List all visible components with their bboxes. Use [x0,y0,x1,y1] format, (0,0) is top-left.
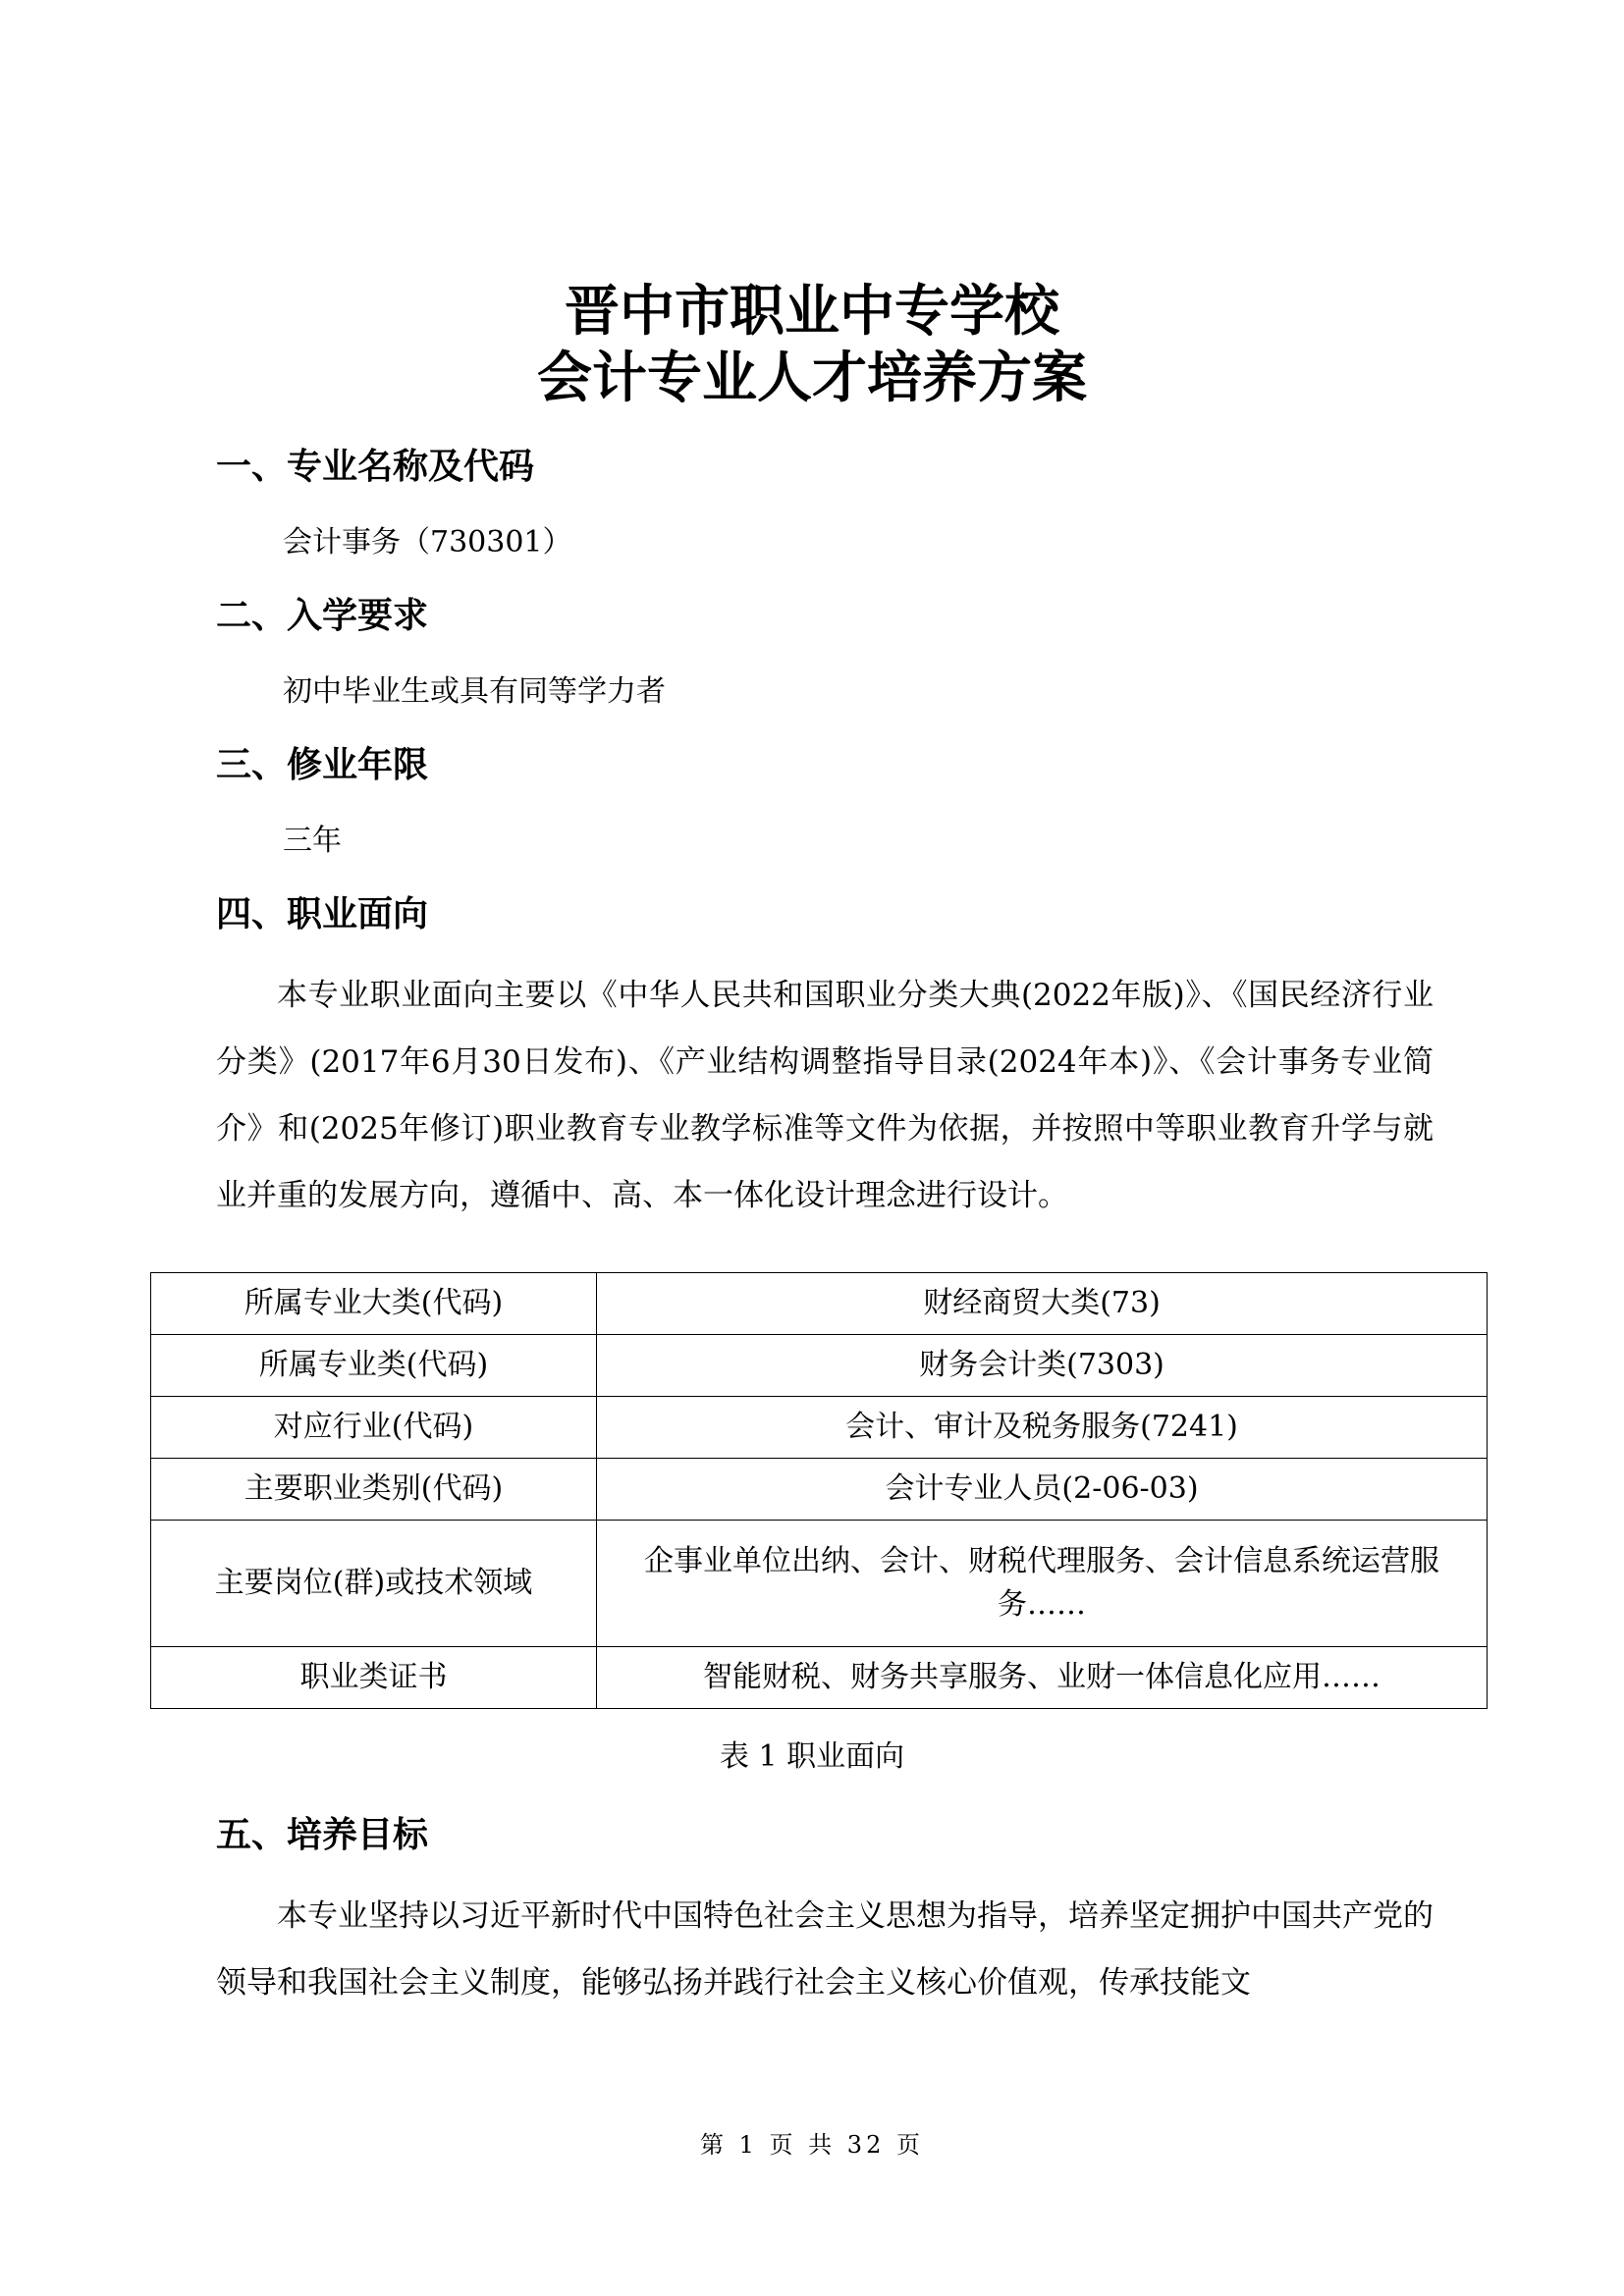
table-row [151,1647,1488,1709]
section-body-career: 本专业职业面向主要以《中华人民共和国职业分类大典(2022年版)》、《国民经济行业分类》(2017年6月30日发布)、《产业结构调整指导目录(2024年本)》、《会计事务专业简介》和(2025年修订)职业教育专业教学标准等文件为依据，并按照中等职业教育升学与就业并重的发展方向，遵循中、高、本一体化设计理念进行设计。 [216,978,1434,1213]
table-value-cell: 会计、审计及税务服务(7241) [597,1397,1488,1459]
table-label-cell: 所属专业类(代码) [151,1335,597,1397]
table-label-cell: 职业类证书 [151,1647,597,1709]
table-row [151,1335,1488,1397]
table-caption: 表 1 职业面向 [719,1739,905,1774]
document-title-school: 晋中市职业中专学校 [565,280,1059,344]
table-label-cell: 主要职业类别(代码) [151,1459,597,1521]
table-label-cell: 所属专业大类(代码) [151,1273,597,1335]
section-heading-training-goals: 五、培养目标 [216,1815,429,1855]
page-footer: 第 1 页 共 32 页 [700,2131,924,2159]
table-value-cell: 财务会计类(7303) [597,1335,1488,1397]
section-heading-major-name: 一、专业名称及代码 [216,447,535,487]
table-label-cell: 对应行业(代码) [151,1397,597,1459]
table-row [151,1397,1488,1459]
section-heading-admission: 二、入学要求 [216,596,429,636]
table-row [151,1273,1488,1335]
table-label-cell: 主要岗位(群)或技术领域 [151,1521,597,1647]
table-value-cell: 财经商贸大类(73) [597,1273,1488,1335]
table-value-cell: 企事业单位出纳、会计、财税代理服务、会计信息系统运营服务…… [597,1521,1488,1647]
section-body-major-name: 会计事务（730301） [283,525,572,560]
table-value-cell: 会计专业人员(2-06-03) [597,1459,1488,1521]
section-heading-duration: 三、修业年限 [216,745,429,785]
section-body-duration: 三年 [283,824,342,858]
table-row [151,1459,1488,1521]
section-body-admission: 初中毕业生或具有同等学力者 [283,674,666,709]
table-value-cell: 智能财税、财务共享服务、业财一体信息化应用…… [597,1647,1488,1709]
section-body-training-goals: 本专业坚持以习近平新时代中国特色社会主义思想为指导，培养坚定拥护中国共产党的领导和我国社会主义制度，能够弘扬并践行社会主义核心价值观，传承技能文 [216,1898,1434,2001]
table-row [151,1521,1488,1647]
document-title-plan: 会计专业人才培养方案 [537,347,1087,410]
section-heading-career: 四、职业面向 [216,894,429,934]
career-orientation-table [150,1272,1488,1709]
